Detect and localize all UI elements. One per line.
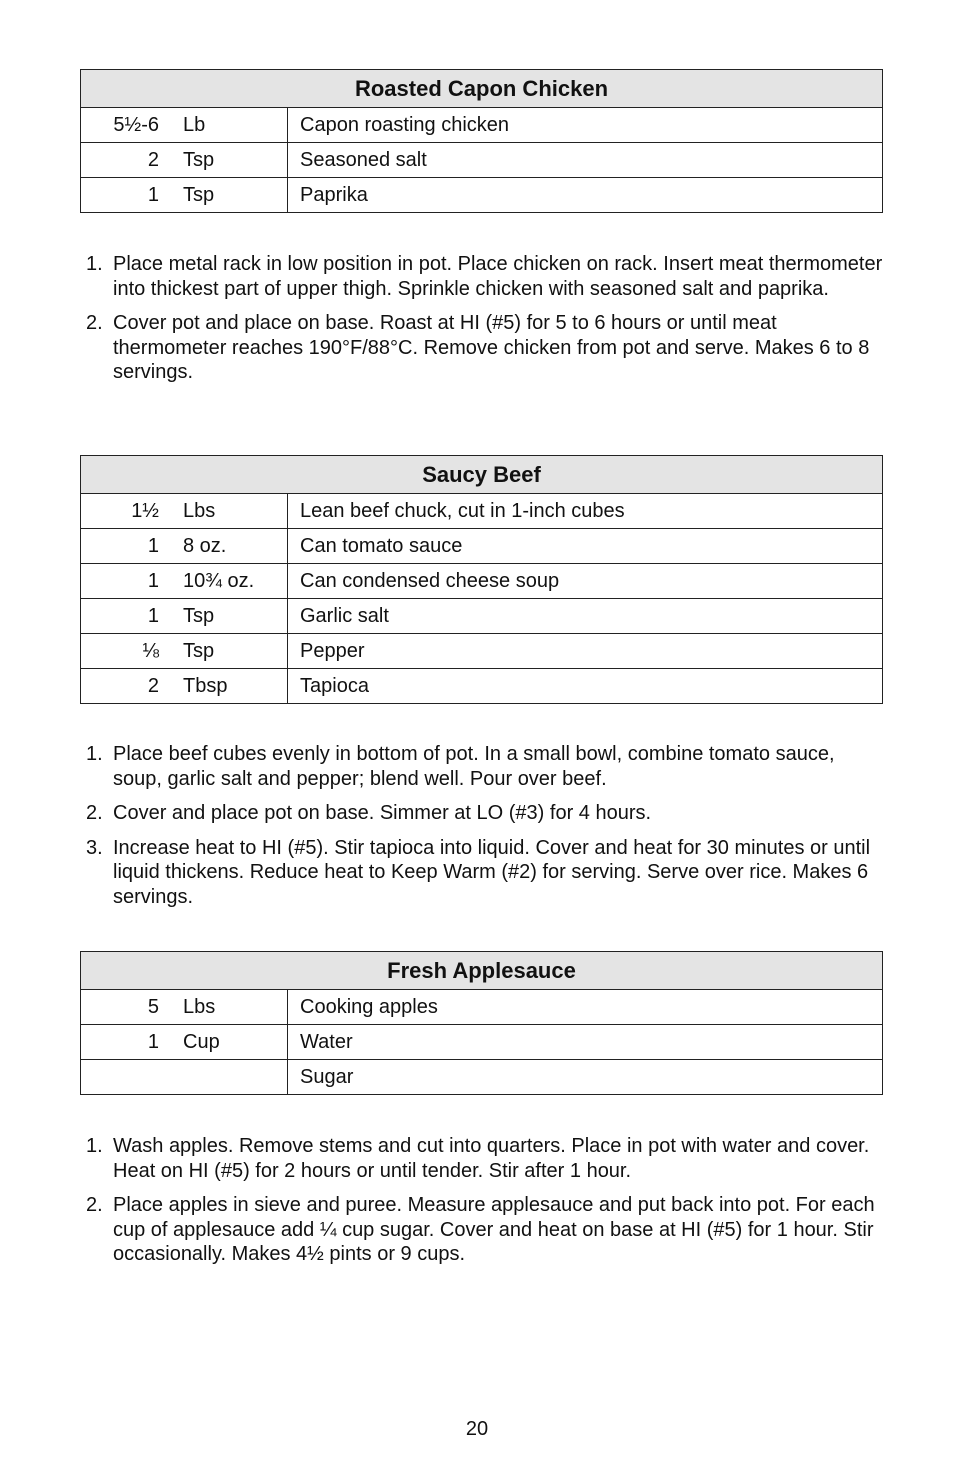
ingredient-qty: 1 [147,183,159,206]
ingredient-row [81,494,883,529]
ingredient-name: Capon roasting chicken [288,108,883,143]
ingredient-row [81,1025,883,1060]
ingredient-name: Lean beef chuck, cut in 1-inch cubes [288,494,883,529]
ingredient-row [81,669,883,704]
step-number: 2. [86,312,103,334]
ingredient-row [81,1060,883,1095]
ingredient-qty: 1 [147,569,159,592]
instruction-step [86,742,886,791]
ingredient-unit: Lbs [183,995,216,1018]
instruction-step [86,252,886,301]
ingredient-name: Sugar [288,1060,883,1095]
ingredient-unit: Lbs [183,499,216,522]
step-number: 2. [86,1194,103,1216]
ingredient-qty: 1 [147,1030,159,1053]
ingredient-qty: 5 [147,995,159,1018]
ingredient-row [81,990,883,1025]
instruction-step [86,836,886,910]
ingredient-unit: Tsp [183,183,215,206]
step-number: 1. [86,253,103,275]
ingredient-qty: 1½ [131,499,159,522]
ingredient-name: Paprika [288,178,883,213]
step-text: Cover and place pot on base. Simmer at LO (#3) for 4 hours. [113,802,652,824]
recipe-title: Fresh Applesauce [81,952,883,990]
ingredients-table-saucy-beef [80,455,883,704]
ingredient-row [81,143,883,178]
ingredient-row [81,178,883,213]
ingredient-qty: 2 [147,674,159,697]
ingredient-unit: Tsp [183,639,215,662]
ingredient-name: Can tomato sauce [288,529,883,564]
recipe-title: Roasted Capon Chicken [81,70,883,108]
step-text: Place beef cubes evenly in bottom of pot. In a small bowl, combine tomato sauce, soup, garlic salt and pepper; blend well. Pour over beef. [113,743,835,790]
ingredient-unit: Tsp [183,148,215,171]
ingredient-qty: ⅛ [142,639,159,662]
step-number: 3. [86,836,103,859]
ingredient-qty: 1 [147,604,159,627]
step-number: 1. [86,743,103,765]
ingredient-row [81,529,883,564]
page-number: 20 [465,1418,489,1440]
ingredient-unit: 10¾ oz. [183,569,255,592]
instruction-step [86,311,886,385]
ingredient-unit: Lb [183,113,206,136]
step-text: Place apples in sieve and puree. Measure applesauce and put back into pot. For each cup of applesauce add ¼ cup sugar. Cover and heat on base at HI (#5) for 1 hour. Stir occasionally. Makes 4½ pints or 9 cups. [113,1194,875,1265]
ingredient-name: Cooking apples [288,990,883,1025]
ingredient-qty: 5½-6 [113,113,159,136]
ingredient-row [81,108,883,143]
ingredient-name: Can condensed cheese soup [288,564,883,599]
ingredient-row [81,564,883,599]
ingredient-name: Pepper [288,634,883,669]
ingredient-name: Garlic salt [288,599,883,634]
ingredient-row [81,599,883,634]
instructions-saucy-beef [86,742,886,919]
instructions-fresh-applesauce [86,1134,886,1277]
step-text: Wash apples. Remove stems and cut into quarters. Place in pot with water and cover. Heat on HI (#5) for 2 hours or until tender. Stir after 1 hour. [113,1135,870,1182]
ingredient-unit: Tbsp [183,674,228,697]
ingredient-unit: 8 oz. [183,534,227,557]
step-number: 2. [86,802,103,824]
ingredient-name: Seasoned salt [288,143,883,178]
instruction-step [86,801,886,826]
ingredient-name: Tapioca [288,669,883,704]
step-text: Increase heat to HI (#5). Stir tapioca into liquid. Cover and heat for 30 minutes or until liquid thickens. Reduce heat to Keep Warm (#2) for serving. Serve over rice. Makes 6 servings. [113,836,871,908]
ingredient-qty: 2 [147,148,159,171]
step-text: Place metal rack in low position in pot. Place chicken on rack. Insert meat thermometer into thickest part of upper thigh. Sprinkle chicken with seasoned salt and paprika. [113,253,883,300]
ingredients-table-fresh-applesauce [80,951,883,1095]
ingredients-table-roasted-capon-chicken [80,69,883,213]
ingredient-row [81,634,883,669]
ingredient-name: Water [288,1025,883,1060]
instruction-step [86,1193,886,1267]
ingredient-unit: Cup [183,1030,220,1053]
ingredient-unit: Tsp [183,604,215,627]
instruction-step [86,1134,886,1183]
step-text: Cover pot and place on base. Roast at HI (#5) for 5 to 6 hours or until meat thermometer reaches 190°F/88°C. Remove chicken from pot and serve. Makes 6 to 8 servings. [113,312,870,383]
instructions-roasted-capon-chicken [86,252,886,395]
ingredient-qty: 1 [147,534,159,557]
step-number: 1. [86,1135,103,1157]
recipe-title: Saucy Beef [81,456,883,494]
